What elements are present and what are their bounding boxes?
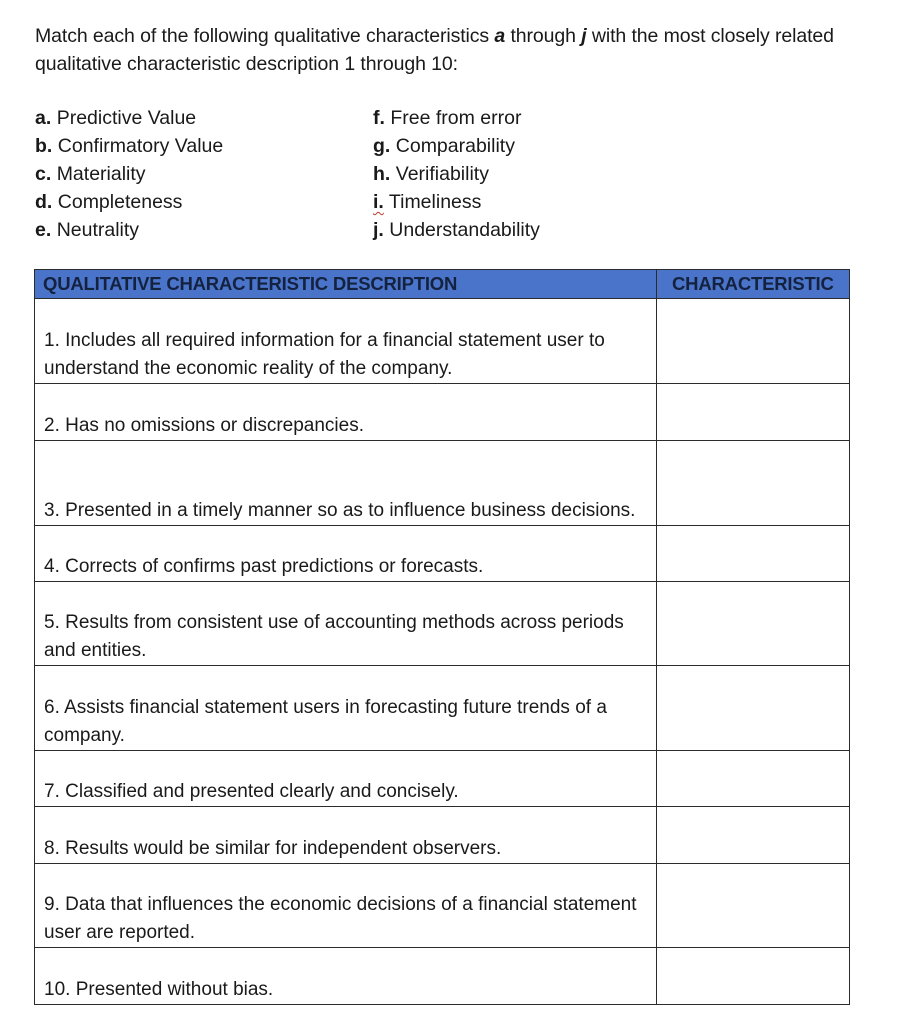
table-row <box>35 582 850 666</box>
table-row <box>35 864 850 948</box>
instructions-text: through <box>505 25 582 47</box>
description-text: 6. Assists financial statement users in forecasting future trends of a company. <box>44 697 607 746</box>
description-cell <box>35 948 657 1005</box>
choice-list-right <box>373 104 540 244</box>
choice-letter: g. <box>373 135 391 157</box>
choice-letter: f. <box>373 107 385 129</box>
answer-cell[interactable] <box>656 751 849 807</box>
description-cell <box>35 384 657 441</box>
header-characteristic: CHARACTERISTIC <box>656 270 849 299</box>
description-text: 2. Has no omissions or discrepancies. <box>44 415 364 436</box>
instructions-letter-a: a <box>494 25 506 47</box>
choice-item <box>373 132 540 160</box>
table-header-row <box>35 270 850 299</box>
choice-letter: d. <box>35 191 53 213</box>
choice-item <box>35 104 223 132</box>
answer-cell[interactable] <box>656 526 849 582</box>
table-row <box>35 751 850 807</box>
choice-text: Materiality <box>56 163 146 185</box>
choice-letter: h. <box>373 163 391 185</box>
choice-item <box>373 160 540 188</box>
description-text: 10. Presented without bias. <box>44 979 274 1000</box>
choice-letter: i. <box>373 191 384 213</box>
description-text: 5. Results from consistent use of accounting methods across periods and entities. <box>44 612 624 661</box>
choice-text: Timeliness <box>388 191 482 213</box>
description-cell <box>35 582 657 666</box>
table-row <box>35 441 850 526</box>
header-description: QUALITATIVE CHARACTERISTIC DESCRIPTION <box>35 270 657 299</box>
description-text: 9. Data that influences the economic decisions of a financial statement user are reported. <box>44 894 637 943</box>
choice-text: Understandability <box>389 219 540 241</box>
description-cell <box>35 441 657 526</box>
choice-text: Confirmatory Value <box>57 135 224 157</box>
choice-item <box>35 160 223 188</box>
description-text: 3. Presented in a timely manner so as to influence business decisions. <box>44 500 636 521</box>
description-text: 1. Includes all required information for a financial statement user to understand the economic reality of the company. <box>44 330 605 379</box>
description-cell <box>35 666 657 751</box>
answer-cell[interactable] <box>656 441 849 526</box>
description-text: 8. Results would be similar for independent observers. <box>44 838 502 859</box>
answer-cell[interactable] <box>656 807 849 864</box>
instructions-text: with the most closely related qualitative characteristic description 1 through 10: <box>35 25 834 75</box>
table-row <box>35 384 850 441</box>
choice-letter: j. <box>373 219 384 241</box>
instructions-letter-j: j <box>581 25 587 47</box>
instructions <box>35 22 875 78</box>
choice-item <box>35 132 223 160</box>
answer-cell[interactable] <box>656 864 849 948</box>
description-text: 7. Classified and presented clearly and concisely. <box>44 781 459 802</box>
choice-text: Comparability <box>395 135 515 157</box>
choice-letter: a. <box>35 107 52 129</box>
table-row <box>35 948 850 1005</box>
choice-text: Completeness <box>57 191 183 213</box>
instructions-text: Match each of the following qualitative characteristics <box>35 25 495 47</box>
choice-text: Neutrality <box>56 219 140 241</box>
choice-text: Free from error <box>390 107 522 129</box>
answer-cell[interactable] <box>656 299 849 384</box>
description-cell <box>35 299 657 384</box>
description-cell <box>35 751 657 807</box>
choice-text: Predictive Value <box>56 107 197 129</box>
choice-letter: e. <box>35 219 52 241</box>
table-row <box>35 299 850 384</box>
answer-cell[interactable] <box>656 948 849 1005</box>
answer-cell[interactable] <box>656 582 849 666</box>
choice-text: Verifiability <box>395 163 489 185</box>
choice-item <box>35 188 223 216</box>
table-row <box>35 807 850 864</box>
description-cell <box>35 526 657 582</box>
choice-letter: c. <box>35 163 52 185</box>
choice-item <box>35 216 223 244</box>
choice-letter: b. <box>35 135 53 157</box>
table-row <box>35 526 850 582</box>
description-text: 4. Corrects of confirms past predictions or forecasts. <box>44 556 484 577</box>
choice-list-left <box>35 104 223 244</box>
choice-item <box>373 216 540 244</box>
answer-cell[interactable] <box>656 666 849 751</box>
description-cell <box>35 807 657 864</box>
table-row <box>35 666 850 751</box>
choice-item <box>373 188 540 216</box>
choice-item <box>373 104 540 132</box>
description-cell <box>35 864 657 948</box>
matching-table <box>34 269 850 1005</box>
answer-cell[interactable] <box>656 384 849 441</box>
